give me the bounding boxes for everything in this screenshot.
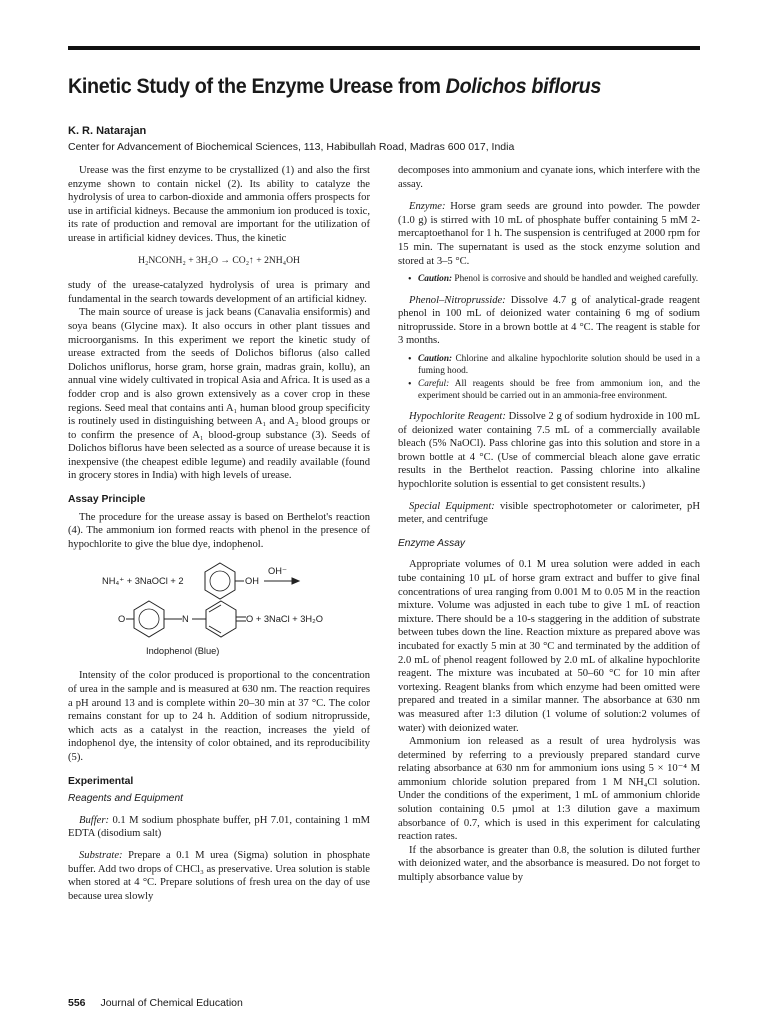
urea-hydrolysis-equation: H₂NCONH₂ + 3H₂O → CO₂↑ + 2NH₄OH [138,254,300,266]
reaction-rings-svg [68,559,370,659]
substrate-paragraph: Substrate: Prepare a 0.1 M urea (Sigma) solution in phosphate buffer. Add two drops of CHCl₃ as preservative. Urea solution is stable when stored at 4 °C. Prepare solutions of fresh urea on the day of use because urea slowly [68,849,370,902]
assay-principle-heading: Assay Principle [68,494,146,506]
page-footer [68,997,243,1009]
nitrogen-label: N [182,614,189,625]
enzyme-label: Enzyme: [409,201,446,213]
left-column [68,164,370,903]
enzyme-assay-paragraph-3: If the absorbance is greater than 0.8, the solution is diluted further with deionized water, and the absorbance is measured. Do not forget to multiply absorbance value by [398,844,700,884]
buffer-label: Buffer: [79,814,110,826]
indophenol-caption: Indophenol (Blue) [146,646,220,657]
special-equipment-label: Special Equipment: [409,500,495,512]
author-name: K. R. Natarajan [68,125,147,137]
top-rule [68,46,700,50]
phenol-nitroprusside-label: Phenol–Nitroprusside: [409,294,506,306]
indophenol-ring-right [192,601,246,637]
substrate-label: Substrate: [79,849,123,861]
article-title: Kinetic Study of the Enzyme Urease from Dolichos biflorus [68,74,601,98]
caution-list-1 [408,274,700,286]
enzyme-paragraph: Enzyme: Horse gram seeds are ground into powder. The powder (1.0 g) is stirred with 10 mL of phosphate buffer containing 5 mM 2-mercaptoethanol for 1 h. The suspension is centrifuged at 2000 rpm for 15 min. The supernatant is used as the stock enzyme solution and stored at 3–5 °C. [398,201,700,267]
reaction-products: O + 3NaCl + 3H₂O [246,614,323,625]
careful-ammonium: • Careful: All reagents should be free from ammonium ion, and the experiment should be carried out in an ammonia-free environment. [408,379,700,402]
special-equipment-paragraph: Special Equipment: visible spectrophotometer or calorimeter, pH meter, and centrifuge [398,500,700,526]
catalyst-oh-label: OH⁻ [268,566,287,577]
title-species: Dolichos biflorus [445,74,601,98]
continuation-paragraph: decomposes into ammonium and cyanate ions, which interfere with the assay. [398,165,700,190]
caution-list-2 [408,354,700,402]
reaction-arrow [264,578,299,584]
intro-paragraph-1: Urease was the first enzyme to be crystallized (1) and also the first enzyme shown to contain nickel (2). Its ability to catalyze the hydrolysis of urea to carbon-dioxide and ammonia offers prospects for use in artificial kidneys. Because the ammonium ion produced is toxic, its rate of production and removal are important for the utilization of urease in artificial kidney devices. Thus, the kinetic [68,165,370,244]
hypochlorite-label: Hypochlorite Reagent: [409,411,506,423]
experimental-heading: Experimental [68,775,134,787]
intro-paragraph-2: study of the urease-catalyzed hydrolysis of urea is primary and fundamental in the search towards development of an artificial kidney. [68,280,370,305]
berthelot-reaction-scheme [68,559,370,659]
enzyme-assay-subheading: Enzyme Assay [398,537,465,549]
assay-principle-paragraph-2: Intensity of the color produced is proportional to the concentration of urea in the sample and is measured at 630 nm. The reaction requires a pH around 13 and is complete within 20–30 min at 37 °C. The color remains constant for up to 24 h. Addition of sodium nitroprusside, which acts as a catalyst in the reaction, increases the yield of indophenol dye, the intensity of color obtained, and its reproducibility (5). [68,670,370,763]
right-column [398,164,700,885]
enzyme-assay-paragraph-1: Appropriate volumes of 0.1 M urea solution were added in each tube containing 10 µL of horse gram extract and buffer to give final concentrations of urea ranging from 0.001 M to 0.05 M in the reaction mixture. Volume was adjusted in each tube to give 1 mL of reaction mixture. There should be a 10-s staggering in the addition of substrate between tubes down the line. Reaction mixture as prepared above was incubated for exactly 5 min at 30 °C and terminated by the addition of 2.0 mL of phenol reagent followed by 2.0 mL of alkaline hypochlorite reagent. The mixture was incubated at 50–60 °C for 10 min after vortexing. Reagent blanks from which enzyme had been omitted were prepared and treated in a similar manner. The absorbance at 630 nm was measured after 1:3 dilution (1 volume of solution:2 volumes of water) with deionized water. [398,559,700,734]
indophenol-ring-left [126,601,182,637]
phenol-oh-label: OH [245,576,259,587]
intro-paragraph-3: The main source of urease is jack beans (Canavalia ensiformis) and soya beans (Glycine max). It also occurs in other plant tissues and microorganisms. In this experiment we report the kinetic study of urease extracted from the seeds of Dolichos biflorus (also called Dolichos uniflorus, horse gram, horse grain, madras grain, kollu), an annual vine widely cultivated in tropical Asia and Africa. It is used as a fodder crop and is also grown extensively as a cover crop in these regions. Seed meal that contains anti A₁ human blood group specificity is routinely used in distinguishing between A₁ and A₂ blood groups or to confirm the presence of A₁ blood-group substance (3). Seeds of Dolichos biflorus have been selected as a source of urease because it is inexpensive (the cheapest edible legume) and readily available (found in grocery stores in India) with high levels of urease. [68,307,370,482]
page-number: 556 [68,997,86,1009]
enzyme-assay-paragraph-2: Ammonium ion released as a result of urea hydrolysis was determined by referring to a previously prepared standard curve relating absorbance at 630 nm for ammonium ions using 5 × 10⁻⁴ M ammonium chloride solution prepared from 1 M NH₄Cl solution. Under the conditions of the experiment, 1 mL of ammonium chloride solution containing 0.5 µmol at 1:3 dilution gave a maximum absorbance of 0.7, which is used in this experiment for calculating reaction rates. [398,736,700,843]
o-minus-label: O [118,614,126,625]
phenol-ring [205,563,244,599]
reaction-reactants: NH₄⁺ + 3NaOCl + 2 [102,576,184,587]
assay-principle-paragraph: The procedure for the urease assay is based on Berthelot's reaction (4). The ammonium ion formed reacts with phenol in the presence of hypochlorite to give the blue dye, indophenol. [68,511,370,550]
hypochlorite-paragraph: Hypochlorite Reagent: Dissolve 2 g of sodium hydroxide in 100 mL of deionized water containing 7.5 mL of a commercially available bleach (5% NaOCl). Pass chlorine gas into this solution and store in a brown bottle at 4 °C. (Use of commercial bleach alone gave erratic results in the Berthelot reaction. Passing chlorine into alkaline hypochlorite solution is essential to get consistent results.) [398,411,700,490]
journal-name: Journal of Chemical Education [100,997,243,1009]
reagents-equipment-subheading: Reagents and Equipment [68,793,183,805]
author-affiliation: Center for Advancement of Biochemical Sciences, 113, Habibullah Road, Madras 600 017, India [68,141,515,153]
phenol-nitroprusside-paragraph: Phenol–Nitroprusside: Dissolve 4.7 g of analytical-grade reagent phenol in 100 mL of deionized water containing 6 mg of sodium nitroprusside. Store in a brown bottle at 4 °C. The reagent is stable for 3 months. [398,294,700,347]
buffer-paragraph: Buffer: 0.1 M sodium phosphate buffer, pH 7.01, containing 1 mM EDTA (disodium salt) [68,814,370,840]
caution-chlorine: • Caution: Chlorine and alkaline hypochlorite solution should be used in a fuming hood. [408,354,700,377]
caution-phenol: • Caution: Phenol is corrosive and should be handled and weighed carefully. [408,274,700,286]
